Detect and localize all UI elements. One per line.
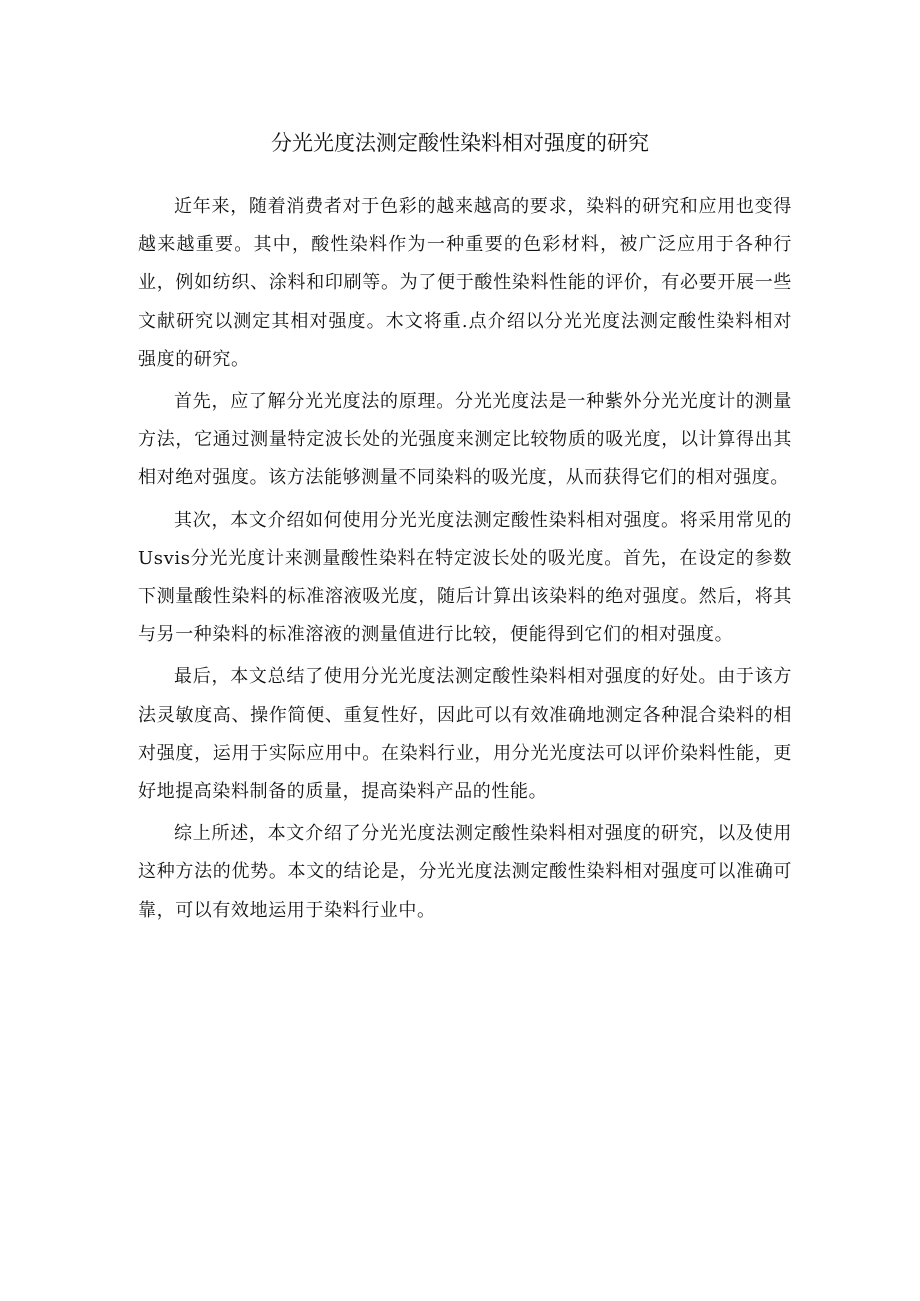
document-title: 分光光度法测定酸性染料相对强度的研究 — [271, 131, 649, 155]
document-body — [138, 188, 792, 934]
paragraph-principle: 首先，应了解分光光度法的原理。分光光度法是一种紫外分光光度计的测量方法，它通过测量特定波长处的光强度来测定比较物质的吸光度，以计算得出其相对绝对强度。该方法能够测量不同染料的吸光度，从而获得它们的相对强度。 — [138, 391, 792, 489]
paragraph-method: 其次，本文介绍如何使用分光光度法测定酸性染料相对强度。将采用常见的Usvis分光光度计来测量酸性染料在特定波长处的吸光度。首先，在设定的参数下测量酸性染料的标准溶液吸光度，随后计算出该染料的绝对强度。然后，将其与另一种染料的标准溶液的测量值进行比较，便能得到它们的相对强度。 — [138, 509, 792, 646]
paragraph-conclusion: 综上所述，本文介绍了分光光度法测定酸性染料相对强度的研究，以及使用这种方法的优势。本文的结论是，分光光度法测定酸性染料相对强度可以准确可靠，可以有效地运用于染料行业中。 — [138, 823, 792, 921]
paragraph-intro: 近年来，随着消费者对于色彩的越来越高的要求，染料的研究和应用也变得越来越重要。其中，酸性染料作为一种重要的色彩材料，被广泛应用于各种行业，例如纺织、涂料和印刷等。为了便于酸性染料性能的评价，有必要开展一些文献研究以测定其相对强度。木文将重.点介绍以分光光度法测定酸性染料相对强度的研究。 — [138, 196, 792, 370]
paragraph-advantages: 最后，本文总结了使用分光光度法测定酸性染料相对强度的好处。由于该方法灵敏度高、操作简便、重复性好，因此可以有效准确地测定各种混合染料的相对强度，运用于实际应用中。在染料行业，用分光光度法可以评价染料性能，更好地提高染料制备的质量，提高染料产品的性能。 — [138, 666, 792, 803]
